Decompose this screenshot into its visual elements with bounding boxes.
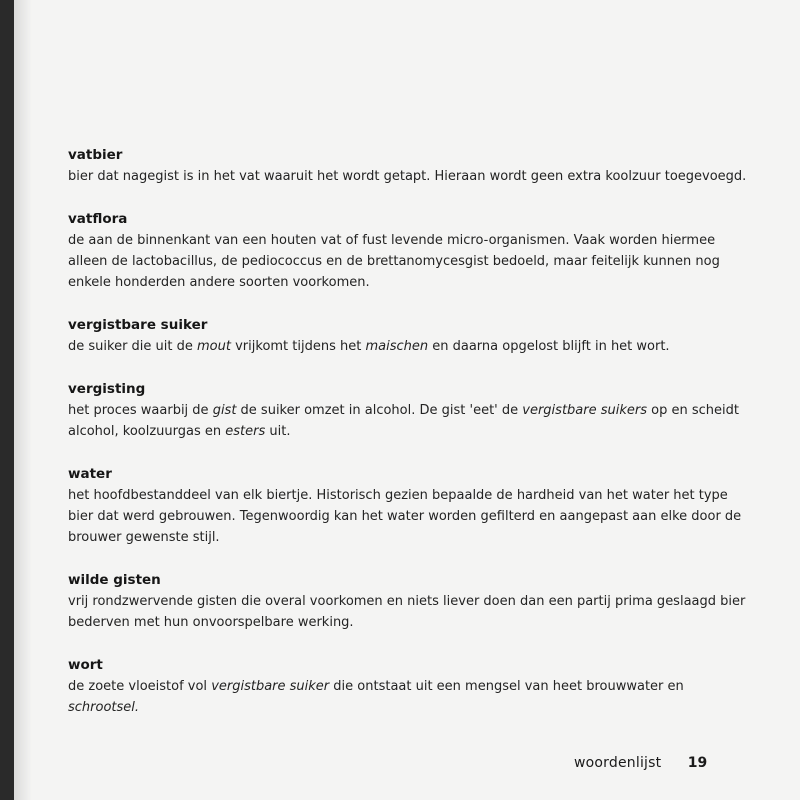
glossary-definition — [68, 166, 748, 187]
glossary-entry — [68, 209, 748, 293]
glossary-term: water — [68, 466, 112, 482]
glossary-term: vatbier — [68, 147, 123, 163]
glossary-term: vatflora — [68, 211, 128, 227]
glossary-entry — [68, 464, 748, 548]
definition-italic-term: esters — [225, 424, 266, 439]
glossary-list — [68, 145, 748, 740]
glossary-entry — [68, 315, 748, 357]
definition-text: de aan de binnenkant van een houten vat of fust levende micro-organismen. Vaak worden hiermee alleen de lactobacillus, de pediococcus en de brettanomycesgist bedoeld, maar feitelijk kunnen nog enkele honderden andere soorten voorkomen. — [68, 233, 720, 290]
definition-italic-term: schrootsel. — [68, 700, 140, 715]
glossary-term: wilde gisten — [68, 572, 161, 588]
glossary-term: vergisting — [68, 381, 146, 397]
definition-italic-term: gist — [212, 403, 237, 418]
definition-italic-term: mout — [197, 339, 231, 354]
glossary-definition — [68, 336, 748, 357]
definition-italic-term: vergistbare suikers — [522, 403, 647, 418]
definition-text: bier dat nagegist is in het vat waaruit het wordt getapt. Hieraan wordt geen extra koolzuur toegevoegd. — [68, 169, 747, 184]
glossary-entry — [68, 145, 748, 187]
page-footer — [574, 755, 707, 771]
definition-text: het proces waarbij de — [68, 403, 213, 418]
glossary-definition — [68, 230, 748, 293]
definition-text: het hoofdbestanddeel van elk biertje. Historisch gezien bepaalde de hardheid van het water het type bier dat werd gebrouwen. Tegenwoordig kan het water worden gefilterd en aangepast aan elke door de brouwer gewenste stijl. — [68, 488, 742, 545]
glossary-definition — [68, 400, 748, 442]
book-page — [14, 0, 800, 800]
page-gutter-shadow — [14, 0, 32, 800]
glossary-definition — [68, 676, 748, 718]
glossary-entry — [68, 379, 748, 442]
definition-text: uit. — [265, 424, 291, 439]
definition-text: vrij rondzwervende gisten die overal voorkomen en niets liever doen dan een partij prima geslaagd bier bederven met hun onvoorspelbare werking. — [68, 594, 746, 630]
definition-text: vrijkomt tijdens het — [230, 339, 366, 354]
glossary-entry — [68, 570, 748, 633]
glossary-term: wort — [68, 657, 103, 673]
definition-text: op en scheidt alcohol, koolzuurgas en — [68, 403, 739, 439]
section-label: woordenlijst — [574, 755, 662, 771]
glossary-term: vergistbare suiker — [68, 317, 208, 333]
definition-text: die ontstaat uit een mengsel van heet brouwwater en — [329, 679, 684, 694]
definition-italic-term: maischen — [365, 339, 429, 354]
page-number: 19 — [687, 755, 708, 771]
definition-text: de suiker omzet in alcohol. De gist 'eet' de — [236, 403, 523, 418]
glossary-definition — [68, 591, 748, 633]
definition-text: de suiker die uit de — [68, 339, 198, 354]
glossary-definition — [68, 485, 748, 548]
definition-text: en daarna opgelost blijft in het wort. — [428, 339, 670, 354]
definition-italic-term: vergistbare suiker — [211, 679, 330, 694]
glossary-entry — [68, 655, 748, 718]
definition-text: de zoete vloeistof vol — [68, 679, 212, 694]
